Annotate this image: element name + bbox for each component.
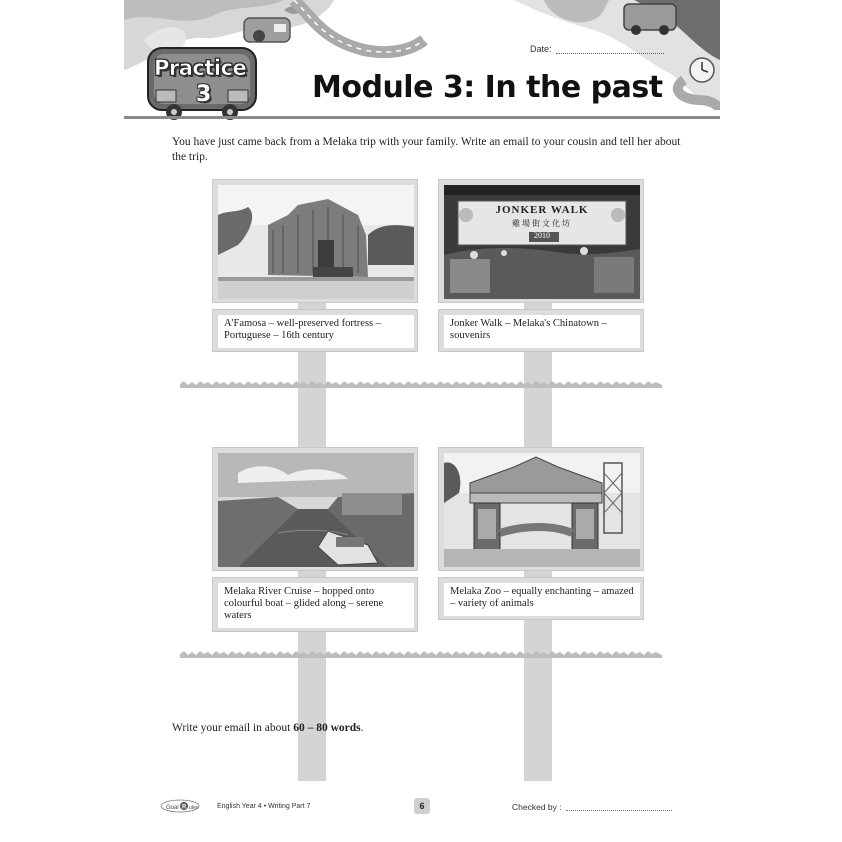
practice-number: 3: [196, 82, 212, 107]
word-count-prompt: [172, 722, 364, 734]
grass-ground: [180, 380, 662, 388]
page-number: 6: [414, 798, 430, 814]
svg-text:R: R: [182, 804, 187, 811]
fortress-ruin-icon: [218, 185, 414, 299]
photo-frame: [438, 179, 644, 303]
caption-frame: [212, 577, 418, 632]
practice-label: Practice: [154, 56, 247, 80]
caption-frame: [212, 309, 418, 352]
word-count: 60 – 80 words: [293, 722, 361, 734]
grass-ground: [180, 650, 662, 658]
page-title: Module 3: In the past: [312, 70, 663, 105]
street-arch-icon: [444, 185, 640, 299]
photo-frame: [212, 179, 418, 303]
header: [124, 0, 720, 122]
publisher-logo: [160, 799, 200, 813]
photo-frame: [438, 447, 644, 571]
river-boat-icon: [218, 453, 414, 567]
caption-frame: [438, 309, 644, 352]
clock-icon: [690, 58, 714, 82]
task-instruction: You have just came back from a Melaka trip with your family. Write an email to your cousin and tell her about the trip.: [172, 136, 681, 163]
svg-text:ules: ules: [189, 805, 199, 811]
prompt-end: .: [360, 722, 364, 734]
jonker-sign-chinese: 雞場街文化坊: [512, 219, 572, 228]
jonker-sign-text: JONKER WALK: [495, 204, 589, 216]
zoo-gate-icon: [444, 453, 640, 567]
photo-frame: [212, 447, 418, 571]
worksheet-page: [124, 0, 720, 842]
car-icon: [624, 4, 676, 35]
date-field[interactable]: [556, 53, 664, 54]
checked-by-field[interactable]: [566, 810, 672, 811]
svg-text:Goal: Goal: [166, 805, 179, 811]
signboard-caption: Jonker Walk – Melaka's Chinatown – souvenirs: [444, 315, 640, 348]
jonker-sign-year: 2010: [534, 231, 550, 240]
prompt-text: Write your email in about: [172, 722, 294, 734]
signboard-caption: Melaka Zoo – equally enchanting – amazed – variety of animals: [444, 583, 640, 616]
caption-frame: [438, 577, 644, 620]
car-icon: [244, 18, 290, 42]
book-title: English Year 4 • Writing Part 7: [217, 803, 311, 810]
date-label: Date:: [530, 44, 552, 54]
checked-by-label: Checked by :: [512, 802, 562, 812]
signboard-caption: Melaka River Cruise – hopped onto colourful boat – glided along – serene waters: [218, 583, 414, 628]
header-divider: [124, 116, 720, 119]
signboard-caption: A'Famosa – well-preserved fortress – Portuguese – 16th century: [218, 315, 414, 348]
